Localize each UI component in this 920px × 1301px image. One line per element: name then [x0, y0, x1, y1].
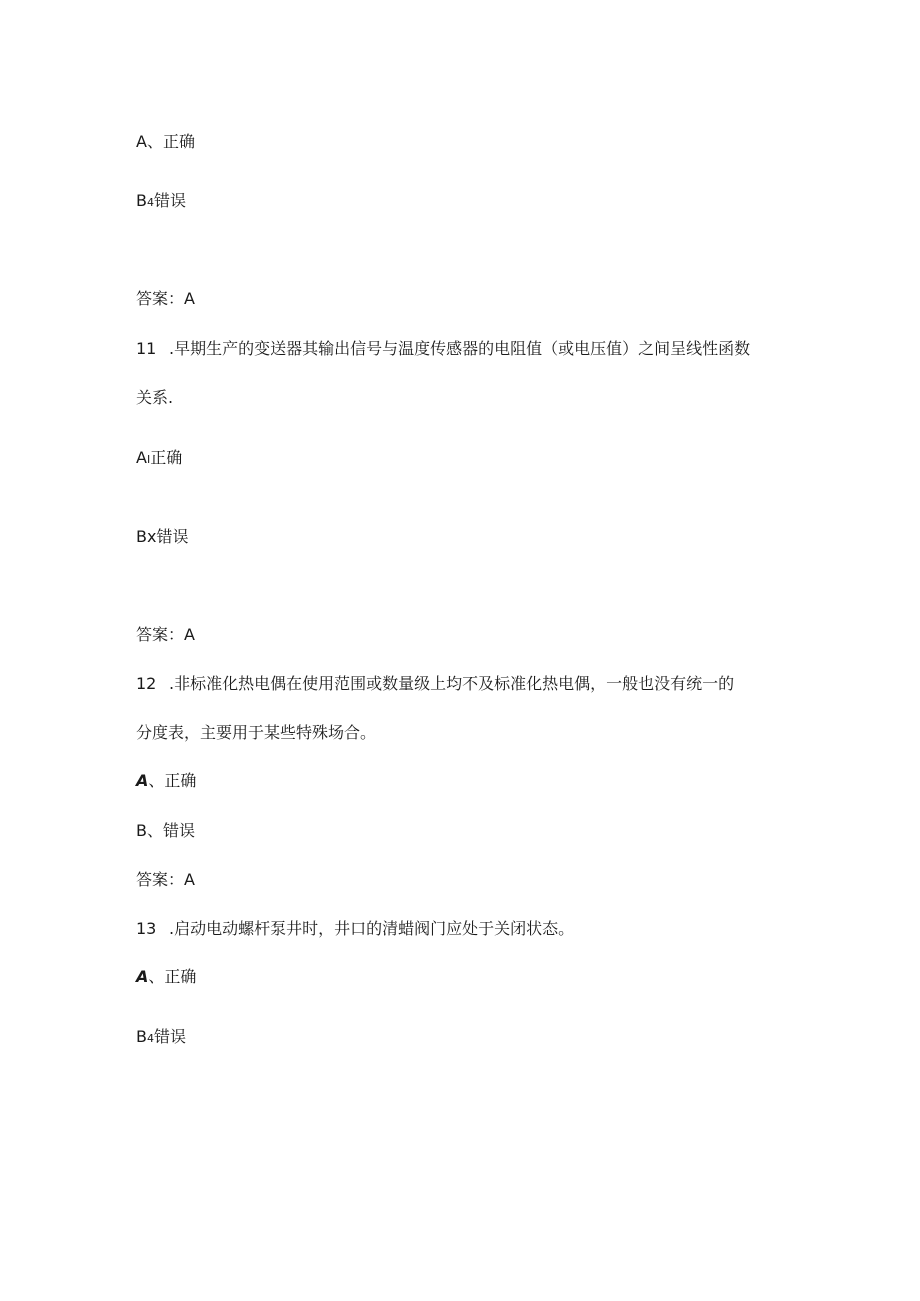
option-separator: 、 — [148, 771, 165, 790]
option-separator: 4 — [146, 196, 154, 209]
question-number: 11 — [136, 339, 157, 358]
question-text: .启动电动螺杆泵井时，井口的清蜡阀门应处于关闭状态。 — [169, 919, 575, 938]
q11-question-line2: 关系. — [136, 388, 174, 407]
option-separator: 、 — [146, 821, 163, 840]
option-letter: B — [136, 527, 147, 546]
option-text: 错误 — [163, 821, 196, 840]
question-text: .早期生产的变送器其输出信号与温度传感器的电阻值（或电压值）之间呈线性函数 — [169, 339, 751, 358]
question-number: 12 — [136, 674, 157, 693]
option-letter: B — [136, 1027, 147, 1046]
q12-option-a — [136, 771, 196, 791]
q12-question-line2: 分度表，主要用于某些特殊场合。 — [136, 723, 377, 742]
option-letter: A — [136, 771, 149, 790]
option-separator: 、 — [146, 132, 163, 151]
option-letter: B — [136, 821, 147, 840]
option-text: 错误 — [153, 1027, 186, 1046]
q13-option-a — [136, 967, 196, 987]
q13-option-b — [136, 1027, 186, 1049]
option-letter: A — [136, 448, 147, 467]
q12-option-b — [136, 821, 195, 841]
option-letter: A — [136, 967, 149, 986]
option-letter: A — [136, 132, 147, 151]
q11-question-line1 — [136, 339, 750, 359]
q11-answer: 答案：A — [136, 625, 195, 644]
option-separator: 、 — [148, 967, 165, 986]
q12-answer: 答案：A — [136, 870, 195, 889]
option-text: 正确 — [164, 771, 197, 790]
q10-option-b — [136, 191, 186, 213]
option-text: 正确 — [164, 967, 197, 986]
option-separator: 4 — [146, 1032, 154, 1045]
q12-question-line1 — [136, 674, 734, 694]
question-text: .非标准化热电偶在使用范围或数量级上均不及标准化热电偶，一般也没有统一的 — [169, 674, 735, 693]
q10-answer: 答案：A — [136, 289, 195, 308]
q11-option-b — [136, 527, 188, 547]
option-separator: I — [146, 453, 151, 466]
option-separator: x — [146, 527, 157, 546]
option-text: 正确 — [162, 132, 195, 151]
question-number: 13 — [136, 919, 157, 938]
option-text: 错误 — [153, 191, 186, 210]
option-text: 错误 — [156, 527, 189, 546]
option-letter: B — [136, 191, 147, 210]
q10-option-a — [136, 132, 195, 152]
option-text: 正确 — [150, 448, 183, 467]
q13-question-line1 — [136, 919, 574, 939]
q11-option-a — [136, 448, 182, 470]
